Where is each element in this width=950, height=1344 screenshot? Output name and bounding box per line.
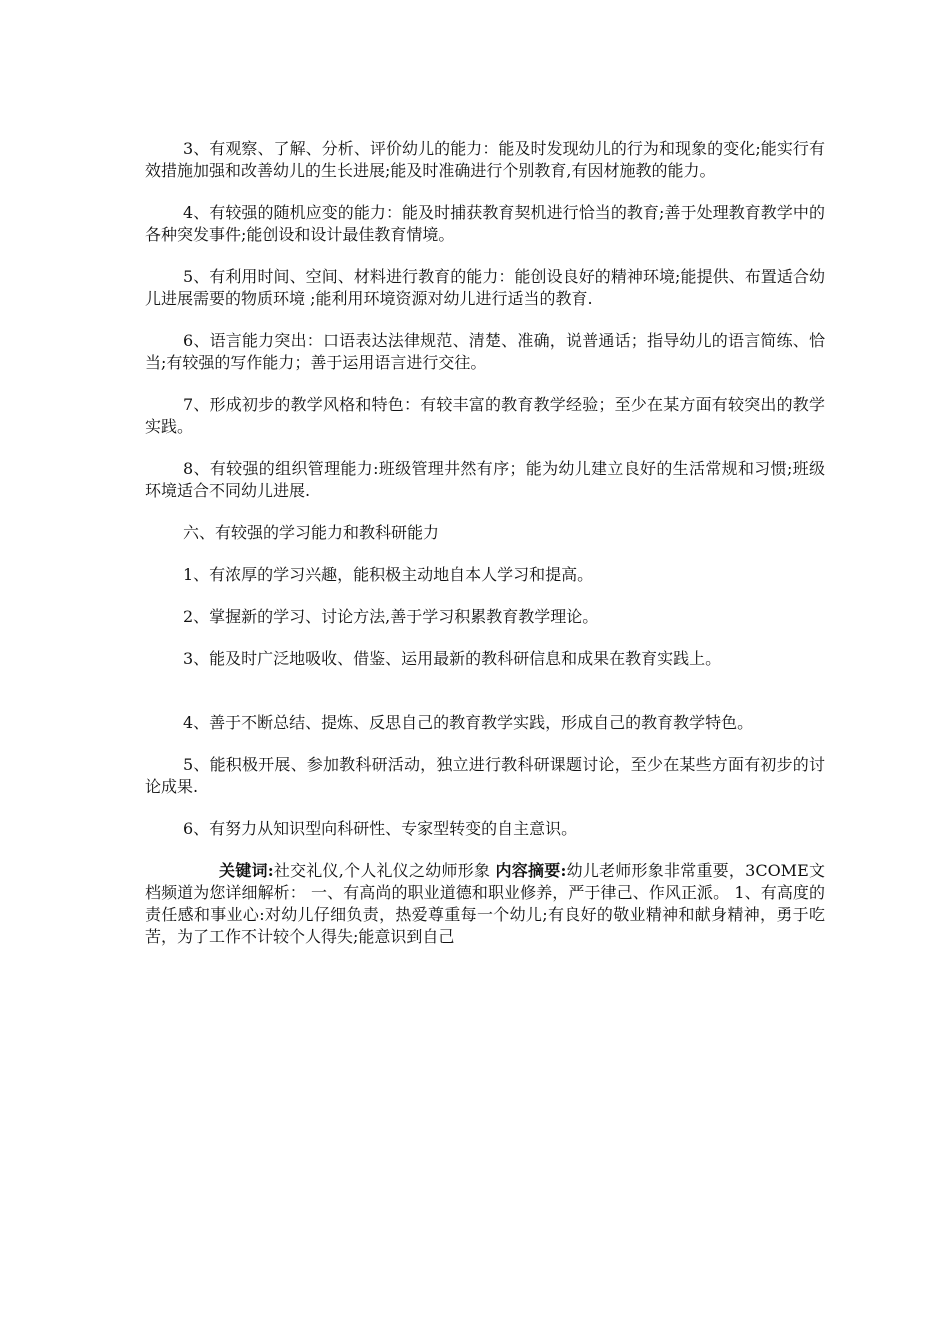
paragraph-learning-6: 6、有努力从知识型向科研性、专家型转变的自主意识。 — [183, 819, 578, 838]
paragraph-learning-4: 4、善于不断总结、提炼、反思自己的教育教学实践，形成自己的教育教学特色。 — [183, 713, 754, 732]
paragraph-ability-6: 6、语言能力突出：口语表达法律规范、清楚、准确，说普通话；指导幼儿的语言简练、恰当;有较强的写作能力；善于运用语言进行交往。 — [145, 331, 825, 372]
abstract-text: 幼儿老师形象非常重要，3COME文档频道为您详细解析： 一、有高尚的职业道德和职业修养，严于律己、作风正派。 1、有高度的责任感和事业心:对幼儿仔细负责，热爱尊重每一个幼儿;有良好的敬业精神和献身精神，勇于吃苦，为了工作不计较个人得失;能意识到自己 — [145, 861, 825, 946]
document-body — [145, 138, 825, 964]
paragraph-learning-1: 1、有浓厚的学习兴趣，能积极主动地自本人学习和提高。 — [183, 565, 594, 584]
section-heading-six: 六、有较强的学习能力和教科研能力 — [183, 523, 440, 542]
paragraph-ability-7: 7、形成初步的教学风格和特色：有较丰富的教育教学经验；至少在某方面有较突出的教学实践。 — [145, 395, 825, 436]
document-summary — [145, 860, 825, 948]
keywords-text: 社交礼仪,个人礼仪之幼师形象 — [273, 861, 491, 880]
keywords-label: 关键词: — [219, 861, 274, 880]
paragraph-ability-3: 3、有观察、了解、分析、评价幼儿的能力：能及时发现幼儿的行为和现象的变化;能实行有效措施加强和改善幼儿的生长进展;能及时准确进行个别教育,有因材施教的能力。 — [145, 139, 825, 180]
abstract-label: 内容摘要: — [495, 861, 567, 880]
paragraph-ability-8: 8、有较强的组织管理能力:班级管理井然有序；能为幼儿建立良好的生活常规和习惯;班级环境适合不同幼儿进展. — [145, 459, 825, 500]
paragraph-learning-3: 3、能及时广泛地吸收、借鉴、运用最新的教科研信息和成果在教育实践上。 — [183, 649, 722, 668]
paragraph-learning-5: 5、能积极开展、参加教科研活动，独立进行教科研课题讨论，至少在某些方面有初步的讨论成果. — [145, 755, 825, 796]
paragraph-ability-4: 4、有较强的随机应变的能力：能及时捕获教育契机进行恰当的教育;善于处理教育教学中的各种突发事件;能创设和设计最佳教育情境。 — [145, 203, 825, 244]
paragraph-ability-5: 5、有利用时间、空间、材料进行教育的能力：能创设良好的精神环境;能提供、布置适合幼儿进展需要的物质环境 ;能利用环境资源对幼儿进行适当的教育. — [145, 267, 825, 308]
paragraph-learning-2: 2、掌握新的学习、讨论方法,善于学习积累教育教学理论。 — [183, 607, 599, 626]
